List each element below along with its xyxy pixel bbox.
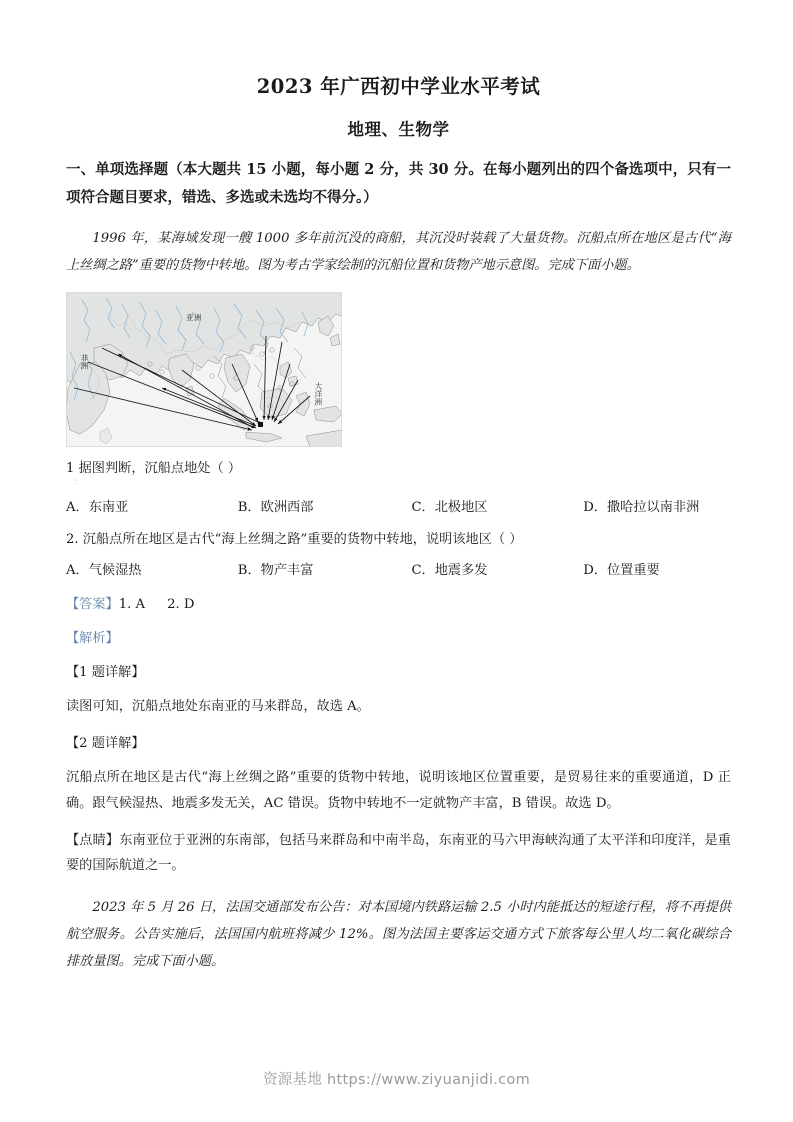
question-1-option-d[interactable]: D．撒哈拉以南非洲 [583, 500, 700, 516]
map-label-africa: 非洲 [79, 353, 89, 370]
question-2-option-c[interactable]: C．地震多发 [411, 562, 488, 578]
question-1-artifact: ： [74, 479, 82, 487]
page-title: 2023 年广西初中学业水平考试 [256, 75, 541, 98]
tip-text: 【点睛】东南亚位于亚洲的东南部，包括马来群岛和中南半岛，东南亚的马六甲海峡沟通了太平洋和印度洋，是重要的国际航道之一。 [66, 832, 731, 874]
map-image [66, 292, 342, 447]
detail-1-heading: 【1 题详解】 [66, 665, 145, 681]
question-1-option-c[interactable]: C．北极地区 [411, 500, 488, 516]
passage-1: 1996 年，某海域发现一艘 1000 多年前沉没的商船，其沉没时装载了大量货物。沉船点所在地区是古代“海上丝绸之路”重要的货物中转地。图为考古学家绘制的沉船位置和货物产地示意图。完成下面小题。 [66, 230, 731, 273]
section-heading: 一、单项选择题（本大题共 15 小题，每小题 2 分，共 30 分。在每小题列出的四个备选项中，只有一项符合题目要求，错选、多选或未选均不得分。） [66, 161, 731, 207]
answer-label: 【答案】 [66, 596, 119, 612]
map-svg [66, 292, 342, 447]
map-label-oceania: 大洋洲 [313, 381, 323, 406]
answer-2: 2. D [167, 596, 195, 612]
watermark: 资源基地 https://www.ziyuanjidi.com [262, 1072, 531, 1088]
question-2-options [66, 551, 731, 581]
question-1-options [66, 488, 731, 518]
detail-2-heading: 【2 题详解】 [66, 735, 145, 751]
shipwreck-point [258, 422, 263, 427]
passage-2: 2023 年 5 月 26 日，法国交通部发布公告：对本国境内铁路运输 2.5 小时内能抵达的短途行程，将不再提供航空服务。公告实施后，法国国内航班将减少 12%。图为法国主要客运交通方式下旅客每公里人均二氧化碳综合排放量图。完成下面小题。 [66, 899, 731, 970]
answer-line [66, 581, 731, 615]
question-1-option-a[interactable]: A．东南亚 [66, 500, 129, 516]
question-2-option-d[interactable]: D．位置重要 [583, 562, 660, 578]
question-2-option-b[interactable]: B．物产丰富 [237, 562, 314, 578]
page-subtitle: 地理、生物学 [347, 120, 450, 139]
analysis-label: 【解析】 [66, 630, 119, 646]
question-1-text: 1 据图判断，沉船点地处（ ） [66, 460, 242, 476]
question-1-option-b[interactable]: B．欧洲西部 [237, 500, 314, 516]
question-2-text: 2. 沉船点所在地区是古代“海上丝绸之路”重要的货物中转地，说明该地区（ ） [66, 532, 523, 548]
figure-shipwreck-map [66, 279, 344, 447]
answer-1: 1. A [118, 596, 146, 612]
detail-1-text: 读图可知，沉船点地处东南亚的马来群岛，故选 A。 [66, 699, 370, 715]
page-content [66, 0, 731, 975]
question-2-option-a[interactable]: A．气候湿热 [66, 562, 142, 578]
detail-2-text: 沉船点所在地区是古代“海上丝绸之路”重要的货物中转地，说明该地区位置重要，是贸易往来的重要通道，D 正确。跟气候湿热、地震多发无关，AC 错误。货物中转地不一定就物产丰富，B 错误。故选 D。 [66, 770, 731, 811]
map-label-asia: 亚洲 [186, 312, 202, 322]
